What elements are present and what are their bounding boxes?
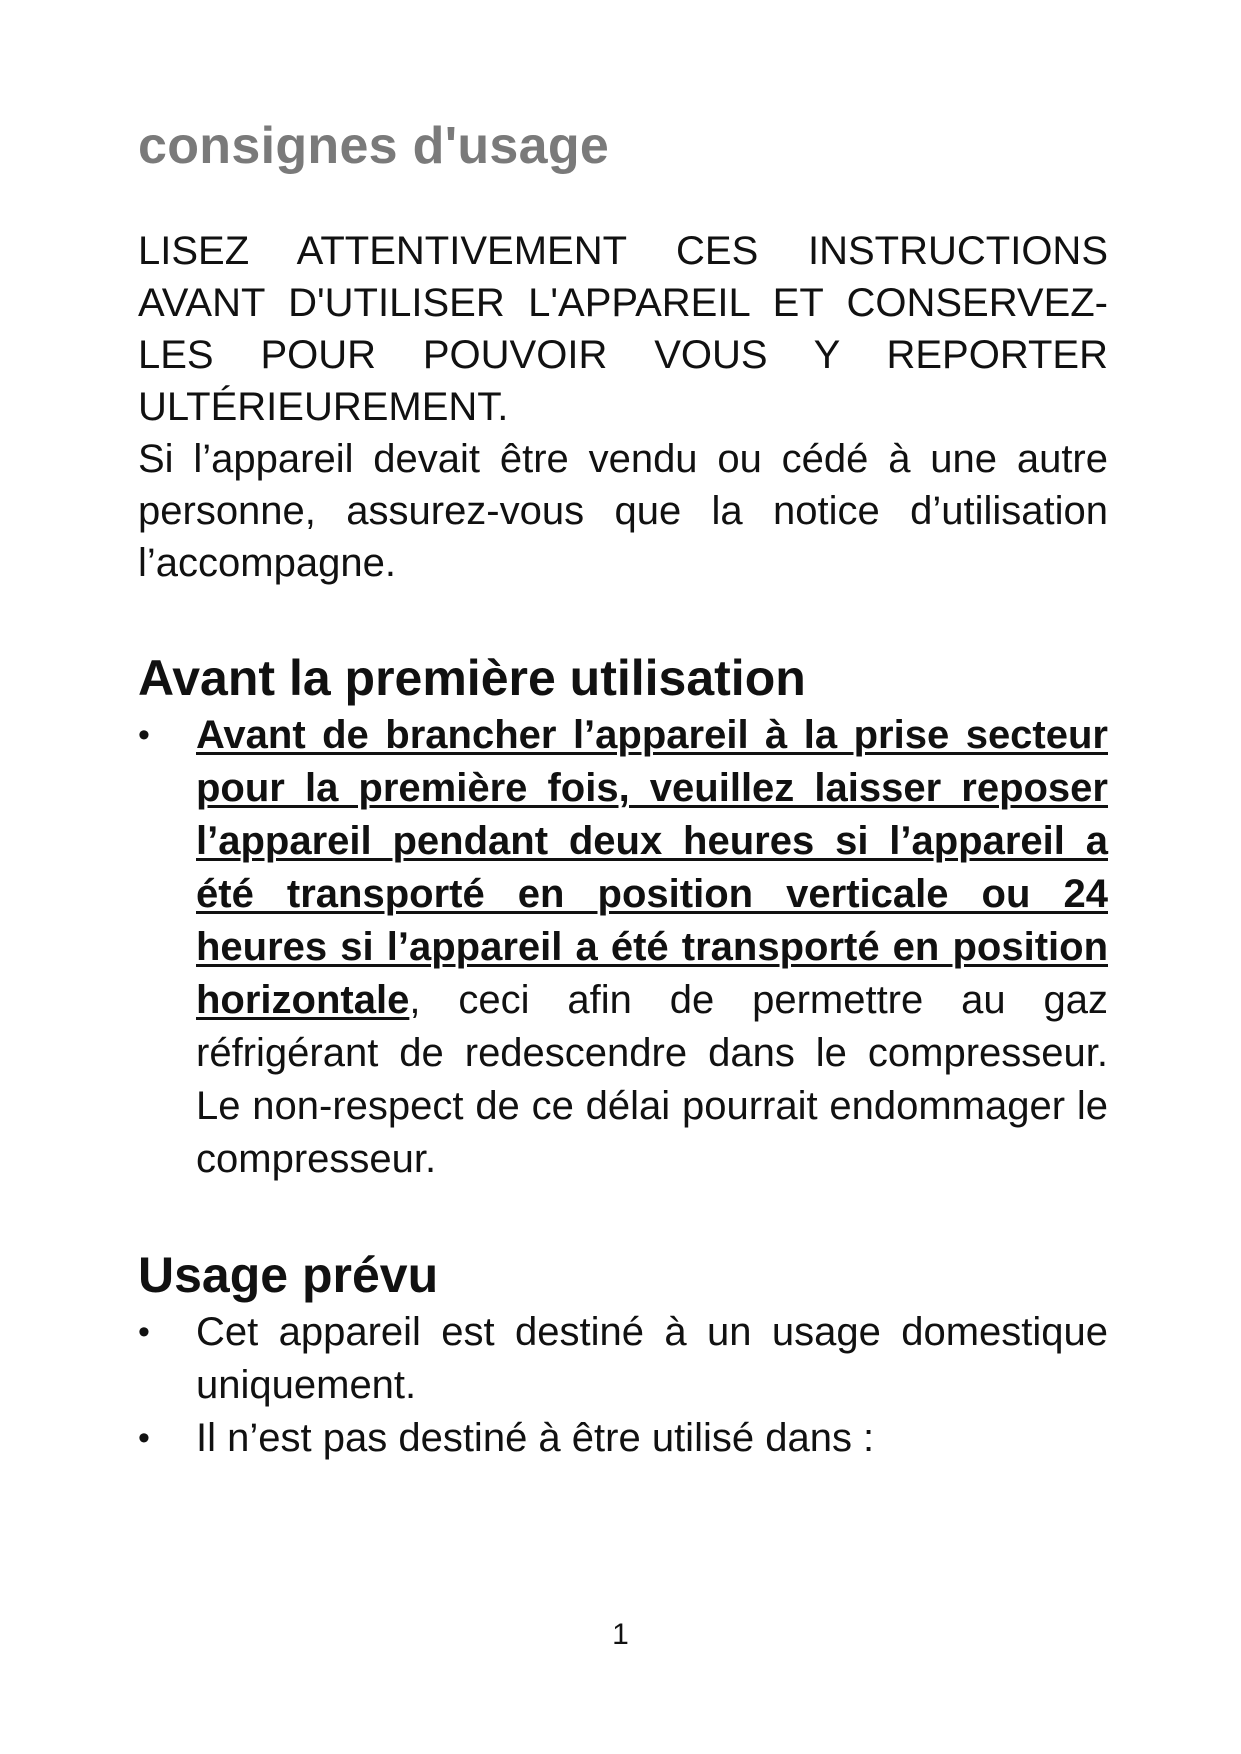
list-item — [138, 709, 1108, 1186]
bullet-icon: • — [138, 1313, 150, 1352]
intro-warning-paragraph: LISEZ ATTENTIVEMENT CES INSTRUCTIONS AVANT D'UTILISER L'APPAREIL ET CONSERVEZ-LES POUR POUVOIR VOUS Y REPORTER ULTÉRIEUREMENT. — [138, 229, 1108, 430]
first-use-emphasis-text: Avant de brancher l’appareil à la prise secteur pour la première fois, veuillez laisser reposer l’appareil pendant deux heures si l’appareil a été transporté en position verticale ou 24 heures si l’appareil a été transporté en position horizontale — [196, 713, 1108, 1023]
list-item — [138, 1412, 1108, 1465]
list-item-text: Cet appareil est destiné à un usage domestique uniquement. — [196, 1310, 1108, 1408]
page-number: 1 — [612, 1618, 629, 1651]
list-item-text: Il n’est pas destiné à être utilisé dans : — [196, 1416, 875, 1461]
section-heading-intended-use: Usage prévu — [138, 1247, 439, 1304]
bullet-icon: • — [138, 716, 150, 755]
list-item — [138, 1306, 1108, 1412]
intended-use-list — [138, 1306, 1108, 1465]
intro-transfer-paragraph: Si l’appareil devait être vendu ou cédé à une autre personne, assurez-vous que la notice d’utilisation l’accompagne. — [138, 437, 1108, 586]
first-use-remaining-text: , ceci afin de permettre au gaz réfrigérant de redescendre dans le compresseur. Le non-respect de ce délai pourrait endommager le compresseur. — [196, 978, 1108, 1182]
bullet-icon: • — [138, 1419, 150, 1458]
page-content — [138, 118, 1108, 1465]
first-use-list — [138, 709, 1108, 1186]
document-title: consignes d'usage — [138, 117, 610, 175]
section-heading-first-use: Avant la première utilisation — [138, 650, 806, 707]
